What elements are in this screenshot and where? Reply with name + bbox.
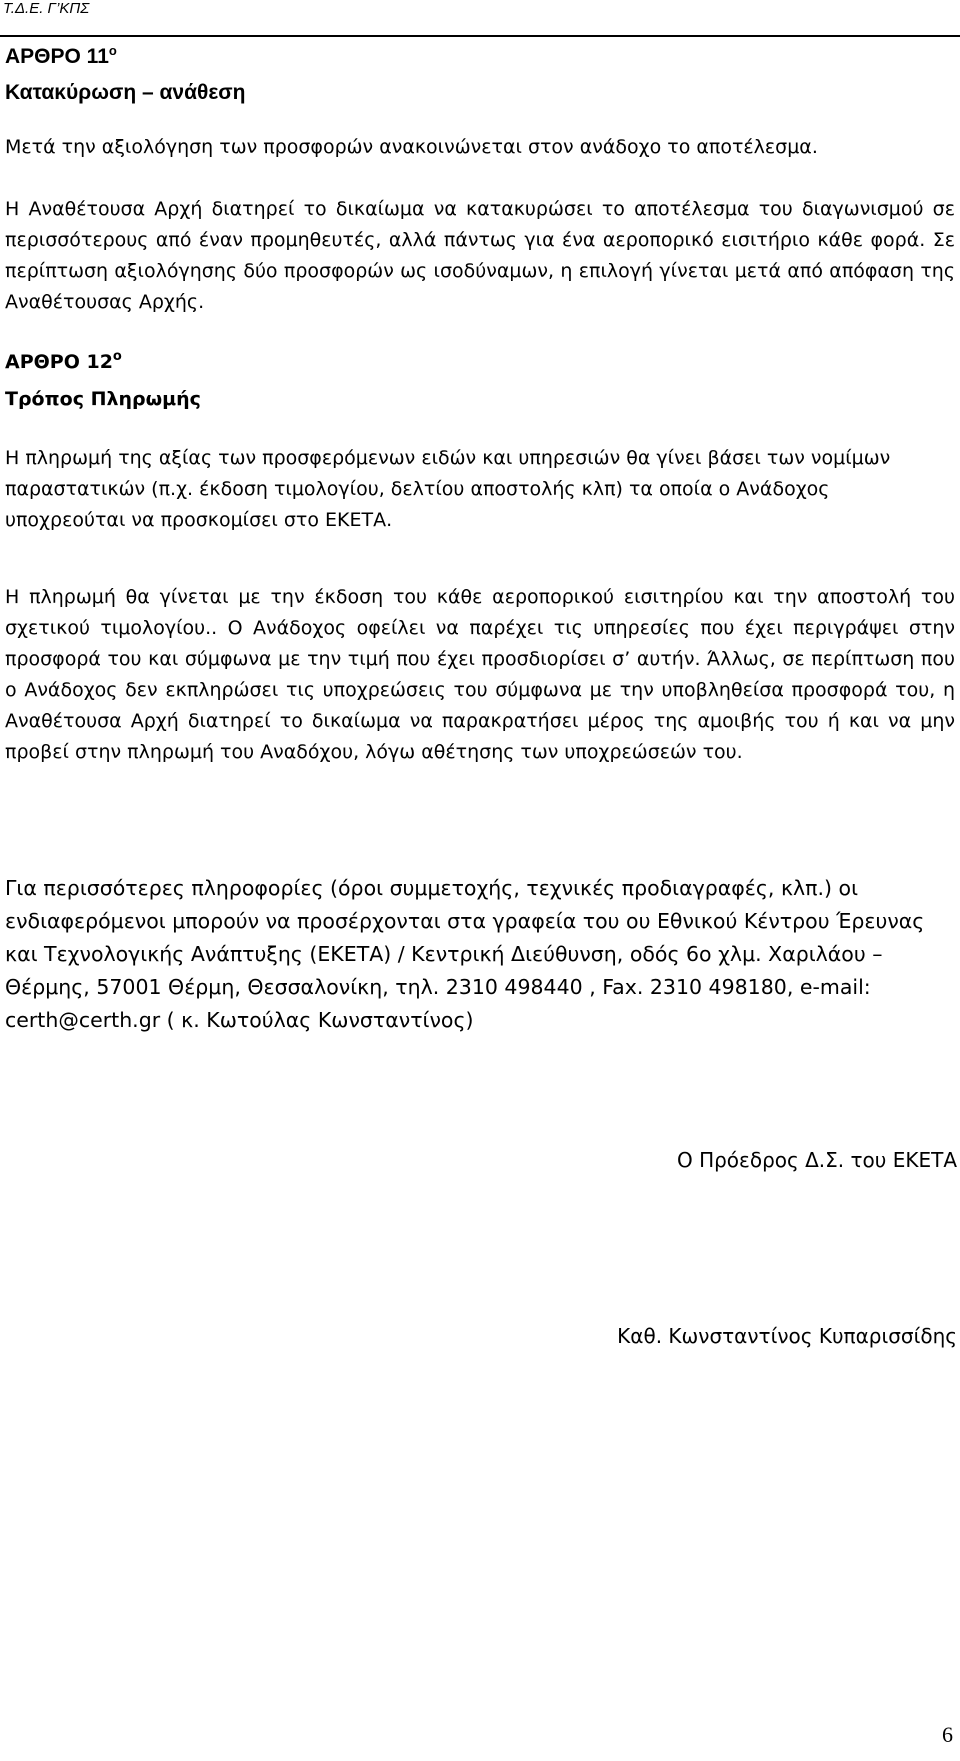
contact-information: Για περισσότερες πληροφορίες (όροι συμμετοχής, τεχνικές προδιαγραφές, κλπ.) οι ενδιαφερόμενοι μπορούν να προσέρχονται στα γραφεία του ου Εθνικού Κέντρου Έρευνας και Τεχνολογικής Ανάπτυξης (ΕΚΕΤΑ) / Κεντρική Διεύθυνση, οδός 6ο χλμ. Χαριλάου – Θέρμης, 57001 Θέρμη, Θεσσαλονίκη, τηλ. 2310 498440 , Fax. 2310 498180, e-mail: certh@certh.gr ( κ. Κωτούλας Κωνσταντίνος)	[5, 876, 925, 1032]
signatory-name: Καθ. Κωνσταντίνος Κυπαρισσίδης	[617, 1324, 957, 1348]
article-11	[5, 40, 955, 110]
article-12-paragraph-1: Η πληρωμή της αξίας των προσφερόμενων ειδών και υπηρεσιών θα γίνει βάσει των νομίμων παραστατικών (π.χ. έκδοση τιμολογίου, δελτίου αποστολής κλπ) τα οποία ο Ανάδοχος υποχρεούται να προσκομίσει στο ΕΚΕΤΑ.	[5, 447, 891, 531]
ordinal-superscript: ο	[108, 43, 117, 58]
article-12-title: Τρόπος Πληρωμής	[5, 388, 201, 410]
running-header: Τ.Δ.Ε. Γ’ΚΠΣ	[3, 0, 90, 17]
article-12-number: ΑΡΘΡΟ $12^o$	[5, 349, 122, 373]
article-12-paragraph-2: Η πληρωμή θα γίνεται με την έκδοση του κάθε αεροπορικού εισιτηρίου και την αποστολή του σχετικού τιμολογίου.. Ο Ανάδοχος οφείλει να παρέχει τις υπηρεσίες που έχει περιγράψει στην προσφορά του και σύμφωνα με την τιμή που έχει προσδιορίσει σ’ αυτήν. Άλλως, σε περίπτωση που ο Ανάδοχος δεν εκπληρώσει τις υποχρεώσεις του σύμφωνα με την υποβληθείσα προσφορά του, η Αναθέτουσα Αρχή διατηρεί το δικαίωμα να παρακρατήσει μέρος της αμοιβής του ή και να μην προβεί στην πληρωμή του Αναδόχου, λόγω αθέτησης των υποχρεώσεών του.	[5, 586, 955, 763]
header-divider	[0, 35, 960, 37]
article-12	[5, 345, 955, 416]
article-11-number: ΑΡΘΡΟ $11^o$	[5, 43, 117, 68]
article-11-paragraph-1: Μετά την αξιολόγηση των προσφορών ανακοινώνεται στον ανάδοχο το αποτέλεσμα.	[5, 136, 818, 158]
page-number: 6	[942, 1722, 953, 1747]
article-11-title: Κατακύρωση – ανάθεση	[5, 81, 246, 104]
signatory-role: Ο Πρόεδρος Δ.Σ. του ΕΚΕΤΑ	[676, 1148, 957, 1172]
article-11-paragraph-2: Η Αναθέτουσα Αρχή διατηρεί το δικαίωμα να κατακυρώσει το αποτέλεσμα του διαγωνισμού σε περισσότερους από έναν προμηθευτές, αλλά πάντως για ένα αεροπορικό εισιτήριο κάθε φορά. Σε περίπτωση αξιολόγησης δύο προσφορών ως ισοδύναμων, η επιλογή γίνεται μετά από απόφαση της Αναθέτουσας Αρχής.	[5, 198, 955, 313]
ordinal-superscript: ο	[112, 349, 122, 364]
